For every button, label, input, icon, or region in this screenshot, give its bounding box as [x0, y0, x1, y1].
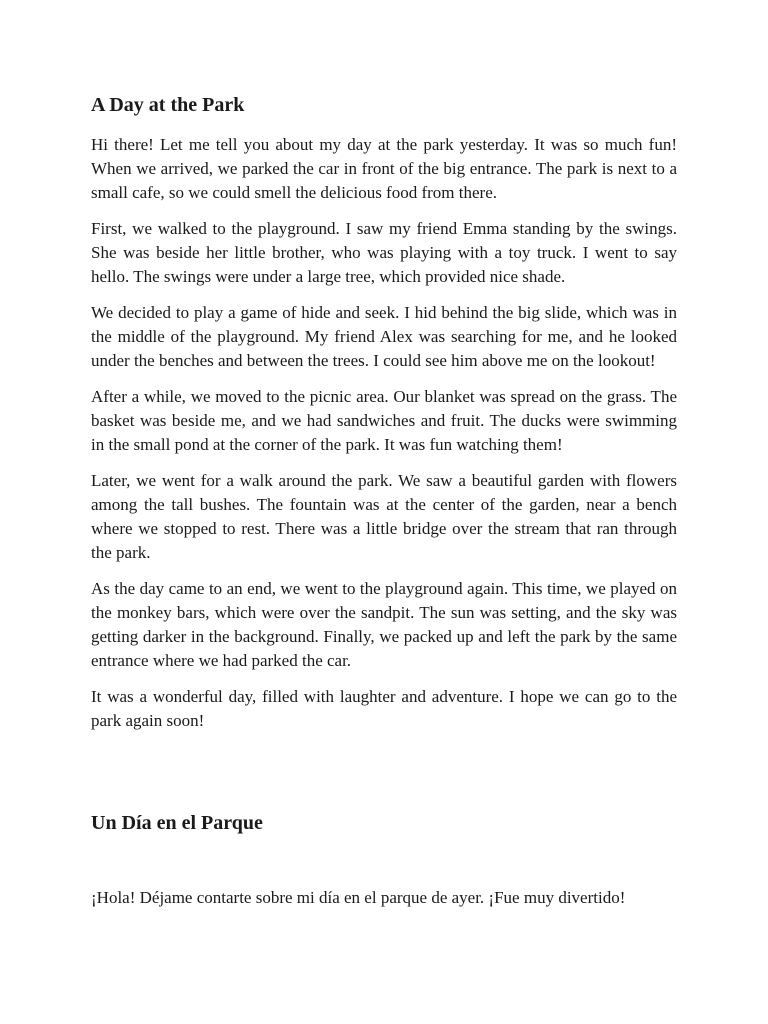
english-paragraph-7: It was a wonderful day, filled with laughter and adventure. I hope we can go to the park again soon! — [91, 687, 677, 730]
english-title: A Day at the Park — [91, 94, 245, 116]
spanish-paragraph-1: ¡Hola! Déjame contarte sobre mi día en el parque de ayer. ¡Fue muy divertido! — [91, 888, 626, 907]
english-paragraph-4: After a while, we moved to the picnic area. Our blanket was spread on the grass. The basket was beside me, and we had sandwiches and fruit. The ducks were swimming in the small pond at the corner of the park. It was fun watching them! — [91, 387, 677, 454]
english-paragraph-3: We decided to play a game of hide and seek. I hid behind the big slide, which was in the middle of the playground. My friend Alex was searching for me, and he looked under the benches and between the trees. I could see him above me on the lookout! — [91, 303, 677, 370]
english-body — [91, 133, 677, 745]
spanish-title: Un Día en el Parque — [91, 812, 263, 834]
english-paragraph-5: Later, we went for a walk around the park. We saw a beautiful garden with flowers among the tall bushes. The fountain was at the center of the garden, near a bench where we stopped to rest. There was a little bridge over the stream that ran through the park. — [91, 471, 677, 562]
english-paragraph-1: Hi there! Let me tell you about my day at the park yesterday. It was so much fun! When we arrived, we parked the car in front of the big entrance. The park is next to a small cafe, so we could smell the delicious food from there. — [91, 135, 677, 202]
english-paragraph-6: As the day came to an end, we went to the playground again. This time, we played on the monkey bars, which were over the sandpit. The sun was setting, and the sky was getting darker in the background. Finally, we packed up and left the park by the same entrance where we had parked the car. — [91, 579, 677, 670]
spanish-body — [91, 886, 677, 922]
english-paragraph-2: First, we walked to the playground. I saw my friend Emma standing by the swings. She was beside her little brother, who was playing with a toy truck. I went to say hello. The swings were under a large tree, which provided nice shade. — [91, 219, 677, 286]
